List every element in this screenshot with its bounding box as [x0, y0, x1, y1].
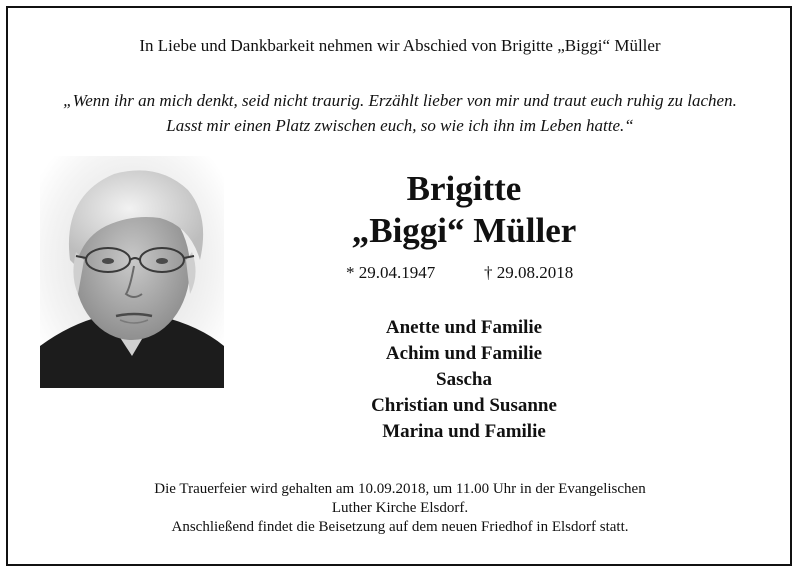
family-member: Christian und Susanne — [371, 395, 557, 416]
service-info — [0, 480, 800, 537]
family-member: Marina und Familie — [382, 421, 546, 442]
quote-line-1: „Wenn ihr an mich denkt, seid nicht traurig. Erzählt lieber von mir und traut euch ruhig zu lachen. — [63, 91, 737, 110]
intro-text: In Liebe und Dankbarkeit nehmen wir Abschied von Brigitte „Biggi“ Müller — [139, 36, 661, 55]
service-line-2: Luther Kirche Elsdorf. — [331, 500, 469, 516]
service-line-3: Anschließend findet die Beisetzung auf dem neuen Friedhof in Elsdorf statt. — [171, 519, 629, 535]
memorial-quote — [0, 88, 800, 138]
death-date: † 29.08.2018 — [484, 263, 574, 282]
deceased-nick-last-name: „Biggi“ Müller — [351, 211, 577, 250]
portrait-photo — [40, 156, 224, 388]
quote-line-2: Lasst mir einen Platz zwischen euch, so wie ich ihn im Leben hatte.“ — [166, 116, 634, 135]
service-line-1: Die Trauerfeier wird gehalten am 10.09.2018, um 11.00 Uhr in der Evangelischen — [154, 481, 646, 497]
birth-date: * 29.04.1947 — [346, 263, 436, 282]
deceased-name — [270, 168, 658, 252]
deceased-first-name: Brigitte — [406, 169, 522, 208]
family-list — [270, 315, 658, 445]
family-member: Achim und Familie — [385, 343, 543, 364]
family-member: Anette und Familie — [385, 317, 543, 338]
family-member: Sascha — [436, 369, 492, 390]
